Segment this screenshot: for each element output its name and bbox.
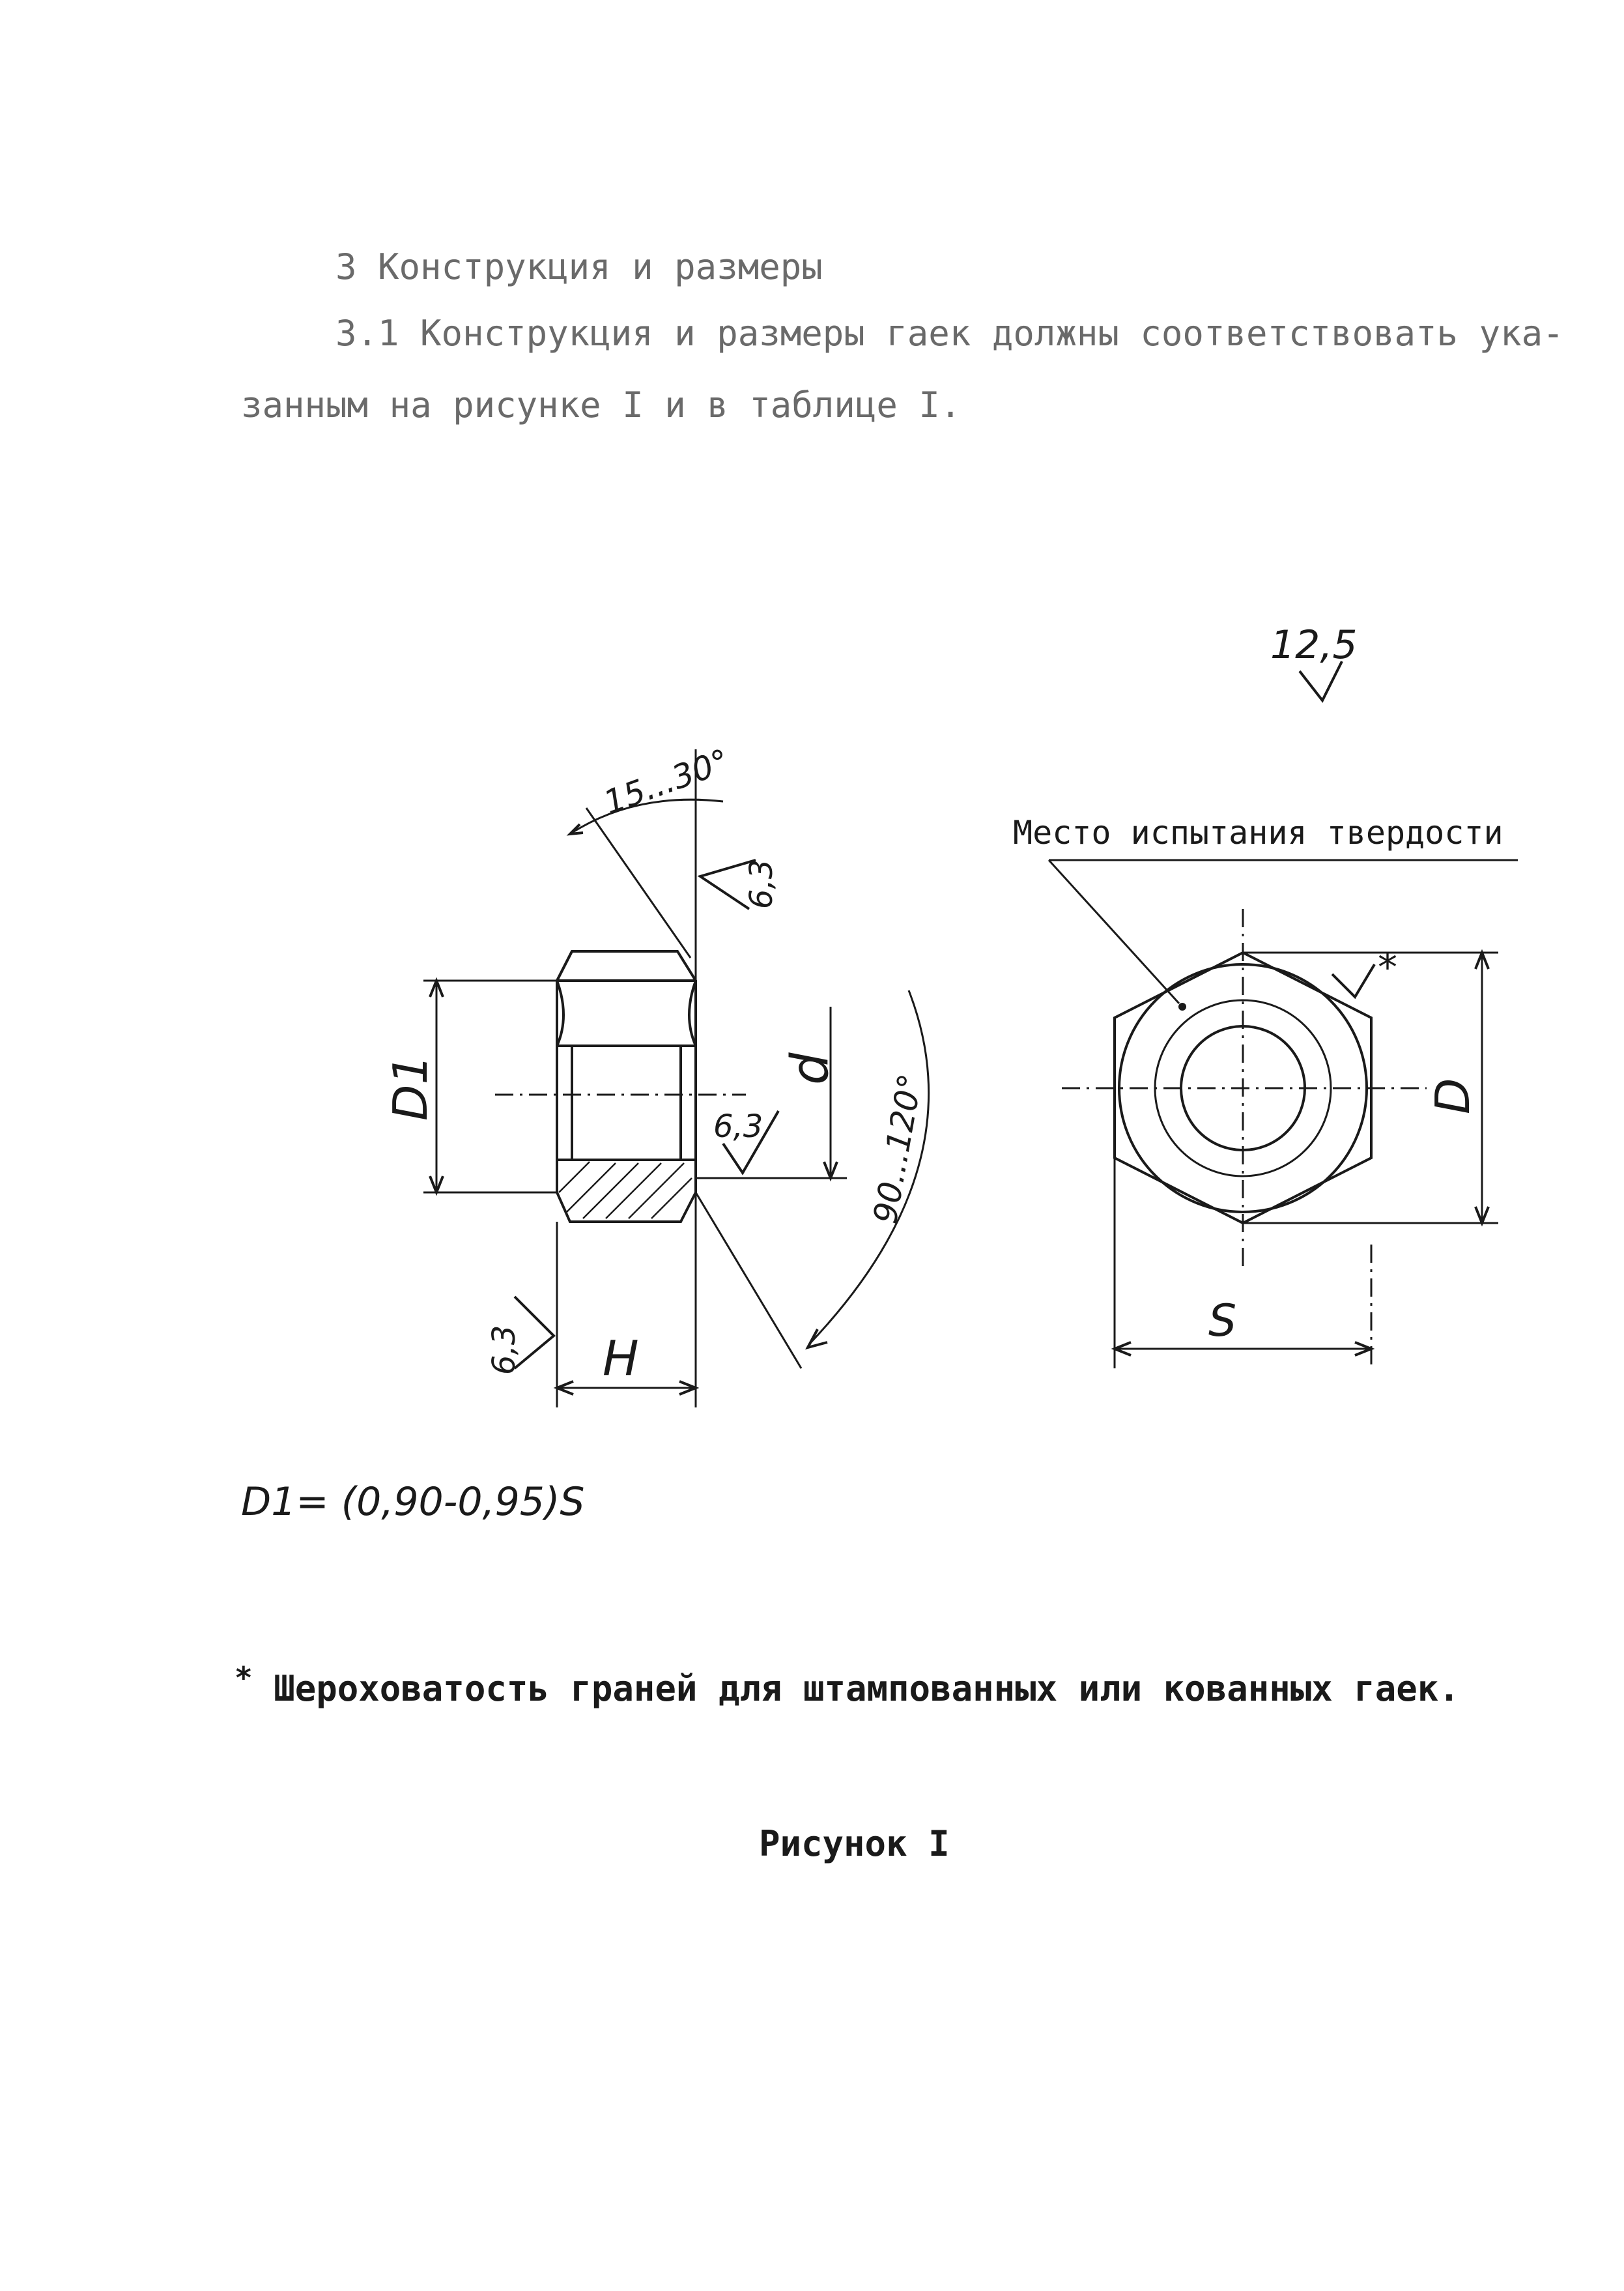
formula-D1: D1= (0,90-0,95)S: [241, 1479, 585, 1525]
roughness-face-value: 6,3: [743, 859, 780, 909]
chamfer-angle: [570, 742, 734, 964]
footnote-text: Шероховатость граней для штампованных или кованных гаек.: [274, 1668, 1460, 1709]
roughness-bore-value: 6,3: [713, 1108, 763, 1145]
section-heading: 3 Конструкция и размеры: [335, 246, 823, 287]
figure-caption: Рисунок I: [759, 1823, 950, 1864]
roughness-hex-face-icon: [1332, 964, 1375, 997]
footnote-mark: *: [235, 1660, 253, 1695]
dimension-d: [696, 1007, 847, 1178]
footnote: [235, 1660, 1460, 1709]
bearing-angle: [696, 990, 930, 1368]
dimension-d-label: d: [781, 1052, 840, 1085]
nut-top-view: [1062, 909, 1427, 1267]
bearing-angle-label: 90...120°: [866, 1071, 930, 1227]
hex-face-asterisk: *: [1378, 945, 1397, 990]
paragraph-line-1: 3.1 Конструкция и размеры гаек должны соответствовать ука-: [335, 313, 1564, 354]
hardness-point-icon: [1178, 1003, 1186, 1011]
dimension-S-label: S: [1208, 1295, 1237, 1347]
dimension-H-label: H: [603, 1331, 639, 1387]
paragraph-line-2: занным на рисунке I и в таблице I.: [241, 384, 962, 425]
chamfer-angle-label: 15...30°: [599, 742, 734, 822]
hatched-section: [559, 1162, 692, 1218]
dimension-D-label: D: [1425, 1078, 1480, 1114]
roughness-general-value: 12,5: [1270, 622, 1358, 668]
dimension-D1: [383, 981, 557, 1192]
nut-side-view: [495, 951, 746, 1222]
hardness-test-label: Место испытания твердости: [1013, 814, 1503, 852]
dimension-H: [557, 964, 696, 1407]
roughness-side-value: 6,3: [486, 1325, 522, 1375]
dimension-D1-label: D1: [383, 1054, 438, 1121]
